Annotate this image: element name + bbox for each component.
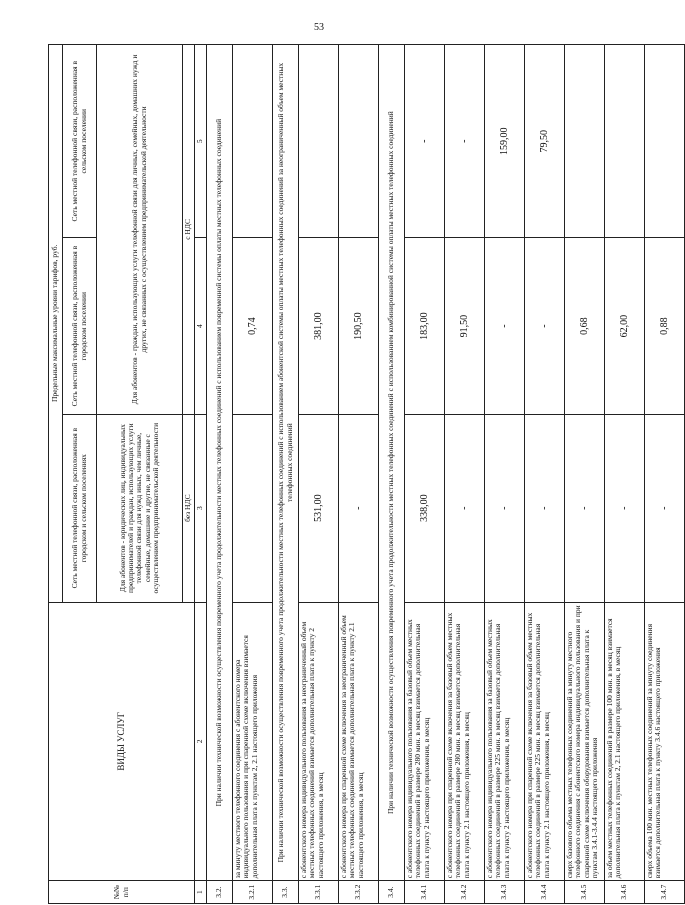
table-row xyxy=(525,45,565,904)
table-row xyxy=(445,45,485,904)
tariff-value-3: - xyxy=(605,414,645,602)
header-vat-included: с НДС xyxy=(183,45,195,415)
section-row xyxy=(379,45,405,904)
tariff-value-4: 183,00 xyxy=(405,238,445,414)
header-network-urban-rural: Сеть местной телефонной связи, расположенная в городском и сельском поселениях xyxy=(63,414,97,602)
tariff-value-5 xyxy=(645,45,685,238)
service-description: с абонентского номера при спаренной схеме включения за базовый объем местных телефонных соединений в размере 280 мин. в месяц взимается дополнительная плата к пункту 2.1 настоящего приложения, в месяц xyxy=(445,602,485,881)
header-network-urban: Сеть местной телефонной связи, расположенная в городском поселении xyxy=(63,238,97,414)
row-number: 3.4.5 xyxy=(565,881,605,904)
tariff-value-5: - xyxy=(405,45,445,238)
header-legal-entities: Для абонентов - юридических лиц, индивидуальных предпринимателей и граждан, использующих услуги телефонной связи для нужд иных, чем личные, семейные, домашние и другие, не связанные с осуществлением предпринимательской деятельности xyxy=(97,414,183,602)
row-number: 3.4.3 xyxy=(485,881,525,904)
row-number: 3.3.1 xyxy=(299,881,339,904)
tariff-value-4: - xyxy=(485,238,525,414)
tariff-value-5: - xyxy=(445,45,485,238)
rotated-tariff-table xyxy=(48,44,670,904)
tariff-value-5 xyxy=(233,45,273,238)
table-row xyxy=(339,45,379,904)
tariff-value-5 xyxy=(605,45,645,238)
tariff-value-3: - xyxy=(339,414,379,602)
service-description: с абонентского номера при спаренной схеме включения за базовый объем местных телефонных соединений в размере 225 мин. в месяц взимается дополнительная плата к пункту 2.1 настоящего приложения, в месяц xyxy=(525,602,565,881)
table-row xyxy=(405,45,445,904)
section-title: При наличии технической возможности осуществления повременного учета продолжительности местных телефонных соединений с использованием повременной системы оплаты местных телефонных соединений xyxy=(207,45,233,881)
table-row xyxy=(485,45,525,904)
tariff-value-4: 0,88 xyxy=(645,238,685,414)
service-description: за минуту местного телефонного соединения с абонентского номера индивидуального пользования и при спаренной схеме включения взимается дополнительная плата к пунктам 2, 2.1 настоящего приложения xyxy=(233,602,273,881)
tariff-value-5 xyxy=(299,45,339,238)
service-description: сверх объема 100 мин. местных телефонных соединений за минуту соединения взимается дополнительная плата к пункту 3.4.6 настоящего приложения xyxy=(645,602,685,881)
header-number: №№ п/п xyxy=(49,881,195,904)
row-number: 3.2.1 xyxy=(233,881,273,904)
column-index-3: 3 xyxy=(195,414,207,602)
header-network-rural: Сеть местной телефонной связи, расположенная в сельском поселении xyxy=(63,45,97,238)
tariff-value-4: 0,74 xyxy=(233,238,273,414)
tariff-table xyxy=(48,44,685,904)
tariff-value-3: 338,00 xyxy=(405,414,445,602)
service-description: за объем местных телефонных соединений в размере 100 мин. в месяц взимается дополнительная плата к пунктам 2, 2.1 настоящего приложения, в месяц xyxy=(605,602,645,881)
table-row xyxy=(233,45,273,904)
column-index-5: 5 xyxy=(195,45,207,238)
section-title: При наличии технической возможности осуществления повременного учета продолжительности местных телефонных соединений с использованием комбинированной системы оплаты местных телефонных соединений xyxy=(379,45,405,881)
section-row xyxy=(207,45,233,904)
row-number: 3.2. xyxy=(207,881,233,904)
row-number: 3.3. xyxy=(273,881,299,904)
service-description: с абонентского номера индивидуального пользования за базовый объем местных телефонных соединений в размере 280 мин. в месяц взимается дополнительная плата к пункту 2 настоящего приложения, в месяц xyxy=(405,602,445,881)
tariff-value-4: 381,00 xyxy=(299,238,339,414)
table-row xyxy=(605,45,645,904)
tariff-value-3: - xyxy=(445,414,485,602)
column-index-2: 2 xyxy=(195,602,207,881)
row-number: 3.4.6 xyxy=(605,881,645,904)
tariff-value-5: 159,00 xyxy=(485,45,525,238)
service-description: с абонентского номера индивидуального пользования за неограниченный объем местных телефонных соединений взимается дополнительная плата к пункту 2 настоящего приложения, в месяц xyxy=(299,602,339,881)
section-title: При наличии технической возможности осуществления повременного учета продолжительности местных телефонных соединений с использованием абонентской системы оплаты местных телефонных соединений за неограниченный объем местных телефонных соединений xyxy=(273,45,299,881)
header-vat-excluded: без НДС xyxy=(183,414,195,602)
header-services: ВИДЫ УСЛУГ xyxy=(49,602,195,881)
tariff-value-3: - xyxy=(485,414,525,602)
tariff-value-3: - xyxy=(565,414,605,602)
table-row xyxy=(299,45,339,904)
tariff-value-4: 62,00 xyxy=(605,238,645,414)
column-index-4: 4 xyxy=(195,238,207,414)
tariff-value-5: 79,50 xyxy=(525,45,565,238)
tariff-value-4: 91,50 xyxy=(445,238,485,414)
table-row xyxy=(565,45,605,904)
column-index-1: 1 xyxy=(195,881,207,904)
tariff-rows xyxy=(207,45,685,904)
table-row xyxy=(645,45,685,904)
row-number: 3.4.7 xyxy=(645,881,685,904)
row-number: 3.4.2 xyxy=(445,881,485,904)
row-number: 3.4.1 xyxy=(405,881,445,904)
header-tariffs: Предельные максимальные уровни тарифов, руб. xyxy=(49,45,63,603)
tariff-value-5 xyxy=(339,45,379,238)
row-number: 3.4.4 xyxy=(525,881,565,904)
tariff-value-5 xyxy=(565,45,605,238)
section-row xyxy=(273,45,299,904)
tariff-value-4: - xyxy=(525,238,565,414)
tariff-value-3 xyxy=(233,414,273,602)
tariff-value-3: - xyxy=(645,414,685,602)
service-description: сверх базового объема местных телефонных соединений за минуту местного телефонного соединения с абонентского номера индивидуального пользования и при спаренной схеме включения оборудования взимается дополнительная плата к пунктам 3.4.1-3.4.4 настоящего приложения xyxy=(565,602,605,881)
tariff-value-3: - xyxy=(525,414,565,602)
page-number: 53 xyxy=(314,22,324,33)
tariff-value-3: 531,00 xyxy=(299,414,339,602)
header-citizens: Для абонентов - граждан, использующих услуги телефонной связи для личных, семейных, домашних нужд и других, не связанных с осуществлением предпринимательской деятельности xyxy=(97,45,183,415)
service-description: с абонентского номера при спаренной схеме включения за неограниченный объем местных телефонных соединений взимается дополнительная плата к пункту 2.1 настоящего приложения, в месяц xyxy=(339,602,379,881)
row-number: 3.3.2 xyxy=(339,881,379,904)
row-number: 3.4. xyxy=(379,881,405,904)
tariff-value-4: 190,50 xyxy=(339,238,379,414)
tariff-value-4: 0,68 xyxy=(565,238,605,414)
service-description: с абонентского номера индивидуального пользования за базовый объем местных телефонных соединений в размере 225 мин. в месяц взимается дополнительная плата к пункту 2 настоящего приложения, в месяц xyxy=(485,602,525,881)
